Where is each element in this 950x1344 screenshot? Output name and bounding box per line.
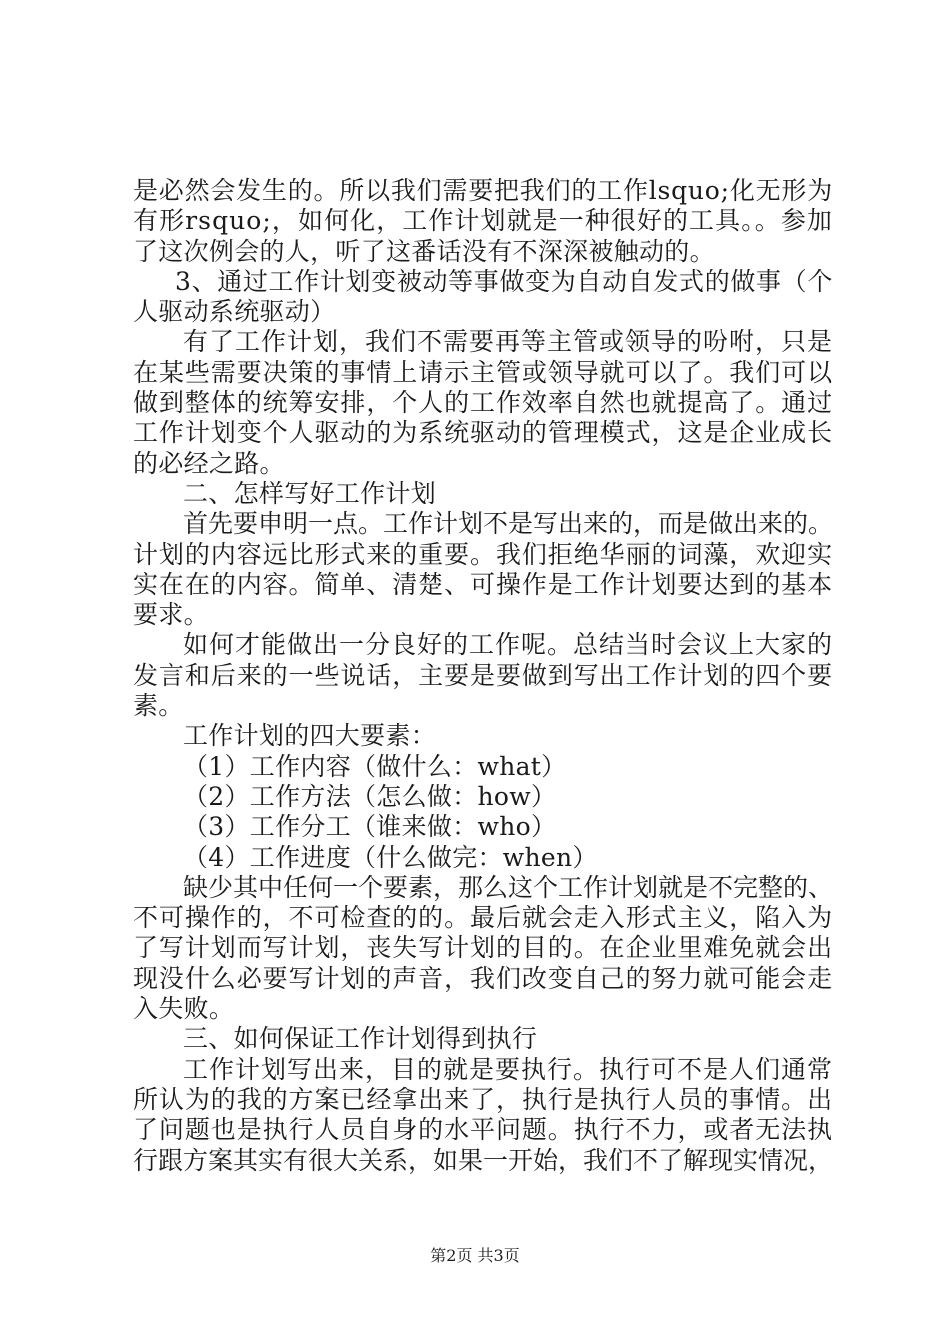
text-line: 发言和后来的一些说话，主要是要做到写出工作计划的四个要 (133, 660, 833, 690)
text-line: 有了工作计划，我们不需要再等主管或领导的吩咐，只是 (183, 327, 833, 357)
text-line: 现没什么必要写计划的声音，我们改变自己的努力就可能会走 (133, 963, 833, 993)
text-line: 人驱动系统驱动） (133, 297, 336, 327)
text-line: 所认为的我的方案已经拿出来了，执行是执行人员的事情。出 (133, 1084, 833, 1114)
text-line: （1）工作内容（做什么：what） (183, 751, 567, 781)
text-line: 工作计划变个人驱动的为系统驱动的管理模式，这是企业成长 (133, 418, 833, 448)
text-line: 工作计划写出来，目的就是要执行。执行可不是人们通常 (183, 1054, 833, 1084)
text-line: 了这次例会的人，听了这番话没有不深深被触动的。 (133, 236, 715, 266)
text-line: 素。 (133, 691, 184, 721)
text-line: 做到整体的统筹安排，个人的工作效率自然也就提高了。通过 (133, 388, 833, 418)
text-line: 要求。 (133, 600, 209, 630)
text-line: 不可操作的，不可检查的的。最后就会走入形式主义，陷入为 (133, 903, 833, 933)
text-line: 如何才能做出一分良好的工作呢。总结当时会议上大家的 (183, 630, 833, 660)
text-line: 实在在的内容。简单、清楚、可操作是工作计划要达到的基本 (133, 569, 833, 599)
text-line: 是必然会发生的。所以我们需要把我们的工作lsquo;化无形为 (133, 176, 833, 205)
text-line: 了问题也是执行人员自身的水平问题。执行不力，或者无法执 (133, 1115, 833, 1145)
text-line: 的必经之路。 (133, 448, 285, 478)
document-body (133, 176, 833, 1176)
text-line: 计划的内容远比形式来的重要。我们拒绝华丽的词藻，欢迎实 (133, 539, 833, 569)
text-line: （3）工作分工（谁来做：who） (183, 812, 557, 842)
text-line: （2）工作方法（怎么做：how） (183, 781, 557, 811)
page-footer: 第2页 共3页 (430, 1246, 520, 1265)
text-line: 有形rsquo;，如何化，工作计划就是一种很好的工具。。参加 (133, 206, 833, 236)
text-line: 首先要申明一点。工作计划不是写出来的，而是做出来的。 (183, 509, 833, 539)
text-line: 在某些需要决策的事情上请示主管或领导就可以了。我们可以 (133, 357, 833, 387)
text-line: 缺少其中任何一个要素，那么这个工作计划就是不完整的、 (183, 872, 833, 902)
text-line: 入失败。 (133, 994, 235, 1024)
text-line: 3、通过工作计划变被动等事做变为自动自发式的做事（个 (175, 266, 833, 296)
text-line: 行跟方案其实有很大关系，如果一开始，我们不了解现实情况， (133, 1145, 833, 1175)
text-line: （4）工作进度（什么做完：when） (183, 842, 598, 872)
text-line: 二、怎样写好工作计划 (183, 478, 437, 508)
text-line: 了写计划而写计划，丧失写计划的目的。在企业里难免就会出 (133, 933, 833, 963)
text-line: 三、如何保证工作计划得到执行 (183, 1024, 538, 1054)
text-line: 工作计划的四大要素： (183, 721, 437, 751)
